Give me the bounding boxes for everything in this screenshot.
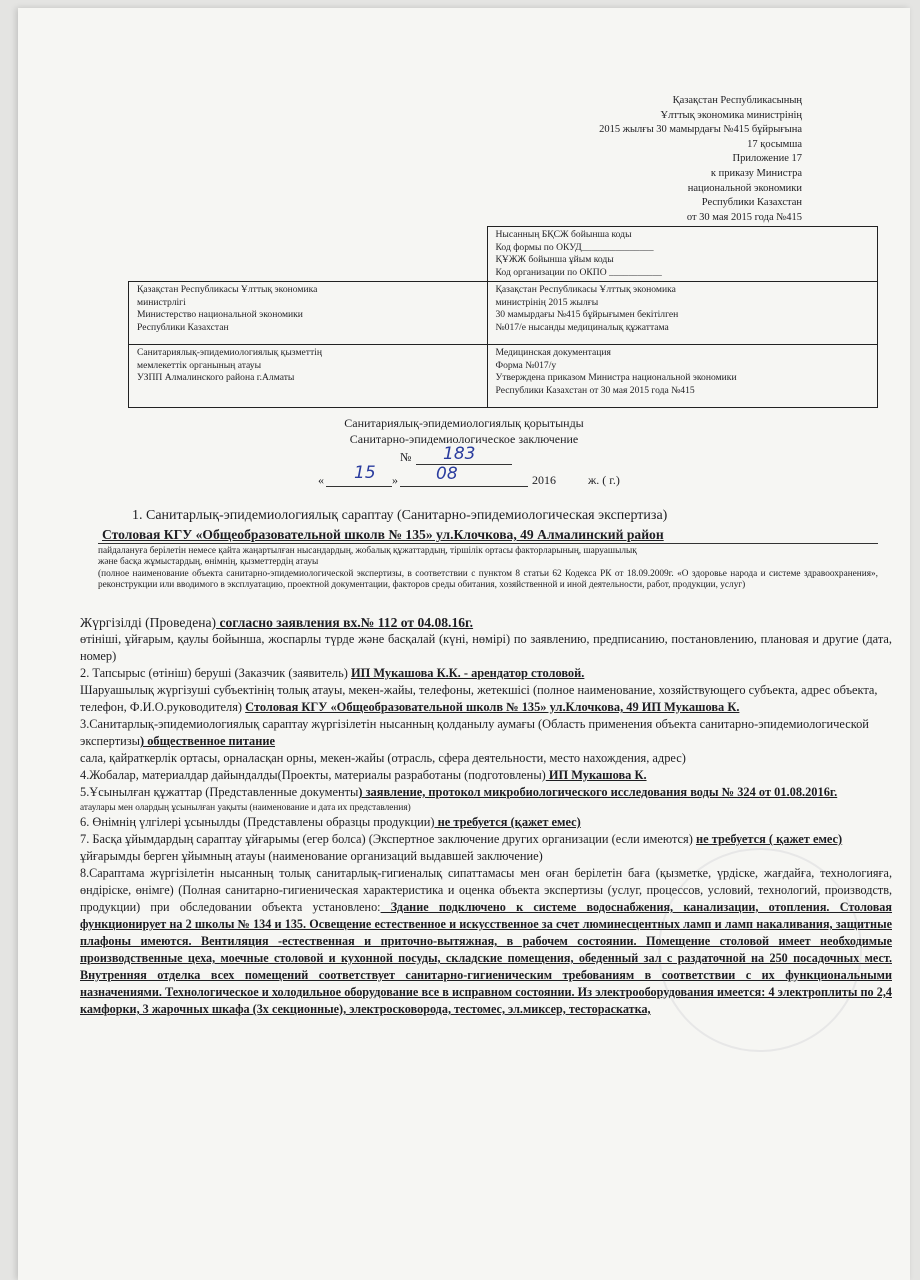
section-4-label: 4.Жобалар, материалдар дайындалды(Проекты, материалы разработаны (подготовлены) [80, 768, 546, 782]
section-5-label: 5.Ұсынылған құжаттар (Представленные документы [80, 785, 359, 799]
object-underline [98, 543, 878, 544]
conducted-value: согласно заявления вх.№ 112 от 04.08.16г. [216, 615, 474, 630]
number-label: № [400, 450, 412, 464]
cell-line: министрінің 2015 жылғы [495, 296, 599, 308]
section-7-value: не требуется ( қажет емес) [695, 832, 843, 846]
handwritten-day: 15 [354, 463, 376, 483]
cell-line: Санитариялық-эпидемиологиялық қызметтің [137, 347, 322, 358]
title-ru: Санитарно-эпидемиологическое заключение [349, 432, 579, 446]
approval-cell [487, 282, 878, 345]
conducted-note: өтініші, ұйғарым, қаулы бойынша, жоспарлы түрде және басқалай (күні, нөмірі) по заявлению, предписанию, постановлению, плановая и другие (дата, номер) [80, 632, 892, 663]
section-1-note [98, 546, 878, 591]
conducted-label: Жүргізілді (Проведена) [80, 615, 217, 630]
codes-line: Код формы по ОКУД_______________ [495, 241, 654, 253]
month-underline [400, 486, 528, 487]
codes-box [487, 227, 878, 282]
cell-line: УЗПП Алмалинского района г.Алматы [137, 372, 295, 383]
section-2-value: ИП Мукашова К.К. - арендатор столовой. [351, 666, 585, 680]
number-underline [416, 464, 512, 465]
header-line: Қазақстан Республикасының [672, 95, 802, 106]
expertise-object: Столовая КГУ «Общеобразовательной школв № 135» ул.Клочкова, 49 Алмалинский район [102, 527, 664, 542]
section-5-value: ) заявление, протокол микробиологического исследования воды № 324 от 01.08.2016г. [358, 785, 838, 799]
section-2-address: Столовая КГУ «Общеобразовательной школв № 135» ул.Клочкова, 49 ИП Мукашова К. [245, 700, 740, 714]
conducted-line [80, 614, 892, 631]
cell-line: 30 мамырдағы №415 бұйрығымен бекітілген [495, 309, 679, 320]
handwritten-number: 183 [443, 444, 476, 464]
section-7-label: 7. Басқа ұйымдардың сараптау ұйғарымы (егер болса) (Экспертное заключение других организации (если имеются) [80, 832, 696, 846]
faint-stamp [658, 848, 862, 1052]
section-2 [80, 665, 892, 682]
section-3-note: сала, қайраткерлік ортасы, орналасқан орны, мекен-жайы (отрасль, сфера деятельности, место нахождения, адрес) [80, 751, 686, 765]
section-1-heading: 1. Санитарлық-эпидемиологиялық сараптау (Санитарно-эпидемиологическая экспертиза) [132, 508, 668, 523]
cell-line: №017/е нысанды медициналық құжаттама [495, 321, 669, 333]
document-page [18, 8, 910, 1280]
section-5 [80, 784, 892, 801]
section-7 [80, 831, 892, 848]
cell-line: Қазақстан Республикасы Ұлттық экономика [137, 284, 318, 295]
note-line: пайдалануға берілетін немесе қайта жаңартылған нысандардың, жобалық құжаттардың, тіршілік ортасы факторларының, шаруашылық [98, 546, 637, 556]
cell-line: Форма №017/у [495, 359, 557, 371]
codes-line: Нысанның БҚСЖ бойынша коды [495, 229, 632, 240]
cell-line: мемлекеттік органының атауы [137, 359, 262, 371]
header-line: Республики Казахстан [701, 197, 802, 209]
date-close-quote: » [392, 473, 398, 487]
section-8-label: 8.Сараптама жүргізілетін нысанның толық санитарлық-гигиеналық сипаттамасы мен оған берілетін баға (қызметке, үрдіске, жағдайға, технологияға, өндіріске, өнімге) (Полная санитарно-гигиеническая характеристика и оценка объекта экспертизы (услуг, процессов, условий, технологий, производств, продукции) при обследовании объекта установлено: [80, 866, 892, 914]
cell-line: Министерство национальной экономики [137, 309, 303, 320]
day-underline [326, 486, 392, 487]
section-3-value: ) общественное питание [139, 734, 276, 748]
section-4-value: ИП Мукашова К. [545, 768, 647, 782]
form-codes-table [128, 226, 878, 408]
section-3 [80, 716, 892, 750]
section-7-note: ұйғарымды берген ұйымның атауы (наименование организаций выдавшей заключение) [80, 849, 543, 863]
header-line: к приказу Министра [710, 167, 802, 179]
section-4 [80, 767, 892, 784]
ministry-cell [129, 282, 488, 345]
header-line: Приложение 17 [732, 153, 802, 165]
cell-line: Қазақстан Республикасы Ұлттық экономика [495, 284, 676, 295]
appendix-header [599, 94, 802, 225]
cell-line: Медицинская документация [495, 347, 611, 358]
cell-line: министрлігі [137, 296, 186, 308]
section-2-label: 2. Тапсырыс (өтініш) беруші (Заказчик (заявитель) [80, 666, 351, 680]
medical-doc-cell [487, 345, 878, 408]
note-line: және басқа жұмыстардың, өнімнің, қызметтердің атауы [98, 557, 319, 567]
header-line: 17 қосымша [747, 138, 802, 150]
header-line: национальной экономики [687, 182, 802, 194]
title-kz: Санитариялық-эпидемиологиялық қорытынды [344, 416, 584, 430]
note-ru: (полное наименование объекта санитарно-эпидемиологической экспертизы, в соответствии с пунктом 8 статьи 62 Кодекса РК от 18.09.2009г. «О здоровье народа и системе здравоохранения», реконструкции или вводимого в эксплуатацию, проектной документации, факторов среды обитания, хозяйственной и иной деятельности, работ, продукции, услуг) [98, 569, 878, 590]
header-line: 2015 жылғы 30 мамырдағы №415 бұйрығына [599, 124, 802, 136]
cell-line: Республики Казахстан от 30 мая 2015 года №415 [495, 384, 695, 396]
header-line: Ұлттық экономика министрінің [660, 109, 802, 121]
header-line: от 30 мая 2015 года №415 [686, 211, 802, 223]
cell-line: Республики Казахстан [137, 321, 229, 333]
section-6-label: 6. Өнімнің үлгілері ұсынылды (Представлены образцы продукции) [80, 815, 435, 829]
section-6 [80, 814, 892, 831]
section-6-value: не требуется (қажет емес) [434, 815, 581, 829]
section-2-note: Шаруашылық жүргізуші субъектінің толық атауы, мекен-жайы, телефоны, жетекшісі (полное наименование, хозяйствующего субъекта, адрес объекта, телефон, Ф.И.О.руководителя) [80, 683, 878, 714]
date-open-quote: « [318, 473, 324, 487]
handwritten-month: 08 [436, 464, 458, 484]
section-8-findings: Здание подключено к системе водоснабжения, канализации, отопления. Столовая функционирует на 2 школы № 134 и 135. Освещение естественное и искусственное за счет люминесцентных ламп и ламп накаливания, защитные плафоны имеются. Вентиляция -естественная и приточно-вытяжная, в рабочем состоянии. Помещение столовой имеет необходимые производственные цеха, моечные столовой и кухонной посуды, складские помещения, обеденный зал с раздаточной на 250 посадочных мест. Внутренняя отделка всех помещений соответствует санитарно-гигиеническим требованиям в соответствии с их функциональными назначениями. Технологическое и холодильное оборудование все в исправном состоянии. Из электрооборудования имеется: 4 электроплиты по 2,4 камфорки, 3 жарочных шкафа (3х секционные), электросковорода, тестомес, эл.миксер, тестораскатка, [80, 900, 892, 1016]
date-year: 2016 [532, 473, 556, 487]
section-5-note: атаулары мен олардың ұсынылған уақыты (наименование и дата их представления) [80, 803, 411, 813]
cell-line: Утверждена приказом Министра национальной экономики [495, 372, 737, 383]
codes-line: Код организации по ОКПО ___________ [495, 266, 662, 278]
section-3-label: 3.Санитарлық-эпидемиологиялық сараптау жүргізілетін нысанның қолданылу аумағы (Область применения объекта санитарно-эпидемиологической экспертизы [80, 717, 869, 748]
section-2-details [80, 682, 892, 716]
codes-line: ҚҰЖЖ бойынша ұйым коды [495, 254, 614, 265]
date-suffix: ж. ( г.) [588, 473, 620, 487]
agency-cell [129, 345, 488, 408]
